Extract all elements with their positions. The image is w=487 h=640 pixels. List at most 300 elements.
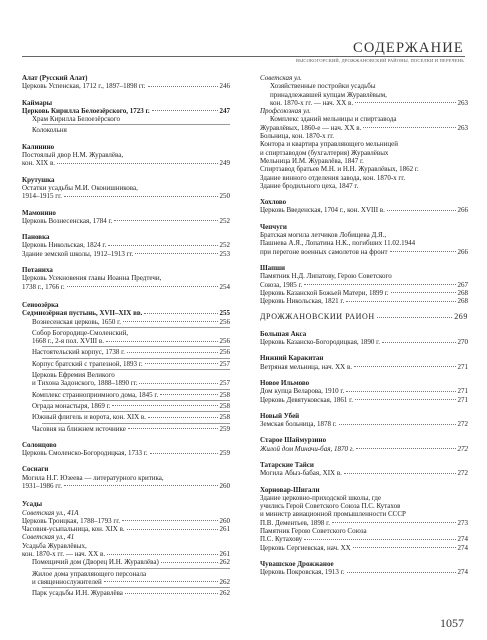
toc-entry[interactable] xyxy=(260,289,468,297)
entry-text: 1738 г., 1766 г. xyxy=(22,282,65,291)
toc-entry[interactable] xyxy=(260,140,468,148)
entry-page: 260 xyxy=(219,516,230,525)
place-heading: Старое Шаймурзино xyxy=(260,436,327,445)
toc-column-left xyxy=(22,74,230,606)
entry-text: кон. XIX в. xyxy=(22,159,56,168)
dot-leader xyxy=(114,220,217,221)
toc-entry[interactable] xyxy=(32,402,230,410)
toc-entry[interactable] xyxy=(260,469,468,477)
entry-page: 267 xyxy=(457,280,468,289)
entry-page: 274 xyxy=(457,568,468,577)
entry-text: и спиртзаводом (бухгалтерия) Журавлёвых xyxy=(260,148,389,157)
toc-entry[interactable] xyxy=(22,309,230,317)
toc-entry[interactable] xyxy=(260,206,468,214)
dot-leader xyxy=(160,394,217,395)
entry-text: Могила Н.Г. Юзеева — литературного критика, xyxy=(22,473,164,482)
toc-entry[interactable] xyxy=(32,379,230,387)
entry-text: Церковь Усекновения главы Иоанна Предтечи, xyxy=(22,274,162,283)
dot-leader xyxy=(347,572,456,573)
toc-group xyxy=(260,330,468,347)
place-heading: Усады xyxy=(22,500,43,509)
toc-entry[interactable] xyxy=(260,124,468,132)
dot-leader xyxy=(332,522,456,523)
sub-entries xyxy=(22,558,230,597)
entry-page: 256 xyxy=(219,337,230,346)
dot-leader xyxy=(139,383,217,384)
entry-text: Церковь Казанско-Богородицкая, 1890 г. xyxy=(260,338,381,347)
entry-text: Спиртзавод братьев М.Н. и Н.Н. Журавлёвых, 1862 г. xyxy=(260,165,419,174)
toc-entry[interactable] xyxy=(22,159,230,167)
place-heading: Новый Убей xyxy=(260,411,300,420)
toc-entry[interactable] xyxy=(22,525,230,533)
entry-text: Часовня-усыпальница, кон. XIX в. xyxy=(22,525,125,534)
toc-entry[interactable] xyxy=(32,115,230,123)
entry-text: Часовня на ближнем источнике xyxy=(32,424,126,433)
toc-entry[interactable] xyxy=(32,329,230,337)
dot-leader xyxy=(304,284,455,285)
entry-text: Парк усадьбы И.Н. Журавлёва xyxy=(32,589,123,598)
toc-entry[interactable] xyxy=(22,82,230,90)
toc-entry[interactable] xyxy=(260,149,468,157)
toc-entry[interactable] xyxy=(22,509,230,517)
entry-divider xyxy=(42,346,230,347)
toc-entry[interactable] xyxy=(260,568,468,576)
entry-divider xyxy=(42,327,230,328)
entry-page: 272 xyxy=(457,469,468,478)
toc-entry[interactable] xyxy=(32,570,230,578)
entry-text: Братская могила летчиков Лобищева Д.Я., xyxy=(260,231,387,240)
dot-leader xyxy=(57,163,217,164)
toc-group xyxy=(260,461,468,478)
entry-page: 252 xyxy=(219,241,230,250)
dot-leader xyxy=(104,581,218,582)
entry-text: Памятник Н.Д. Липатову, Герою Советского xyxy=(260,272,392,281)
dot-leader xyxy=(64,485,218,486)
toc-group xyxy=(260,379,468,404)
entry-page: 268 xyxy=(457,288,468,297)
entry-text: П.В. Дементьев, 1898 г. xyxy=(260,518,330,527)
entry-text: Ограда монастыря, 1869 г. xyxy=(32,401,111,410)
toc-group xyxy=(260,560,468,577)
entry-page: 263 xyxy=(457,123,468,132)
dot-leader xyxy=(148,86,218,87)
entry-text: кон. 1870-х гг. — нач. XX в. xyxy=(22,550,106,559)
entry-text: Жилой дом Миначи-бая, 1870 г. xyxy=(260,444,355,453)
toc-group xyxy=(22,209,230,226)
dot-leader xyxy=(355,102,455,103)
dot-leader xyxy=(67,286,218,287)
district-heading[interactable] xyxy=(260,313,468,321)
entry-text: Профсоюзная ул. xyxy=(260,107,311,116)
entry-page: 258 xyxy=(219,413,230,422)
toc-entry[interactable] xyxy=(22,250,230,258)
dot-leader xyxy=(127,352,218,353)
entry-page: 260 xyxy=(219,481,230,490)
toc-group xyxy=(22,143,230,168)
toc-entry[interactable] xyxy=(260,363,468,371)
toc-entry[interactable] xyxy=(32,578,230,586)
dot-leader xyxy=(353,547,456,548)
entry-page: 274 xyxy=(457,535,468,544)
toc-entry[interactable] xyxy=(260,165,468,173)
entry-text: Церковь Сергиевская, нач. XX xyxy=(260,543,351,552)
entry-page: 266 xyxy=(457,247,468,256)
entry-divider xyxy=(42,389,230,390)
entry-page: 259 xyxy=(219,424,230,433)
entry-text: Остатки усадьбы М.И. Оконишникова, xyxy=(22,183,138,192)
toc-entry[interactable] xyxy=(22,192,230,200)
dot-leader xyxy=(382,342,455,343)
toc-entry[interactable] xyxy=(260,519,468,527)
dot-leader xyxy=(128,428,218,429)
dot-leader xyxy=(152,110,218,111)
toc-entry[interactable] xyxy=(32,318,230,326)
toc-entry[interactable] xyxy=(260,510,468,518)
dot-leader xyxy=(387,210,456,211)
entry-page: 255 xyxy=(219,309,230,318)
toc-entry[interactable] xyxy=(32,391,230,399)
entry-divider xyxy=(42,369,230,370)
toc-column-right xyxy=(260,74,468,585)
toc-entry[interactable] xyxy=(22,550,230,558)
place-heading: Пановка xyxy=(22,233,50,242)
entry-text: Церковь Вознесенская, 1784 г. xyxy=(22,216,113,225)
toc-entry[interactable] xyxy=(260,281,468,289)
entry-divider xyxy=(42,568,230,569)
entry-text: и священнослужителей xyxy=(32,577,102,586)
entry-page: 256 xyxy=(219,348,230,357)
entry-page: 258 xyxy=(219,390,230,399)
entry-page: 263 xyxy=(457,98,468,107)
toc-group xyxy=(260,412,468,429)
toc-group xyxy=(22,74,230,91)
entry-text: Собор Богородице-Смоленский, xyxy=(32,328,129,337)
entry-text: Советская ул., 41А xyxy=(22,508,79,517)
toc-entry[interactable] xyxy=(260,107,468,115)
place-heading: Солонцово xyxy=(22,440,57,449)
entry-text: Церковь Девятуковская, 1861 г. xyxy=(260,395,353,404)
page-number: 1057 xyxy=(440,616,464,630)
entry-text: Корпус братский с трапезной, 1893 г. xyxy=(32,359,143,368)
entry-text: Вознесенская церковь, 1650 г. xyxy=(32,317,121,326)
page-title: СОДЕРЖАНИЕ xyxy=(353,40,464,56)
place-heading: Каймары xyxy=(22,98,53,107)
entry-text: П.С. Кутахову xyxy=(260,535,303,544)
dot-leader xyxy=(145,363,218,364)
toc-entry[interactable] xyxy=(260,387,468,395)
toc-entry[interactable] xyxy=(32,371,230,379)
entry-page: 247 xyxy=(219,106,230,115)
toc-entry[interactable] xyxy=(260,445,468,453)
entry-text: Контора и квартира управляющего мельницей xyxy=(260,140,398,149)
toc-entry[interactable] xyxy=(22,274,230,282)
entry-text: Больница, кон. 1870-х гг. xyxy=(260,132,335,141)
place-heading: Алат (Русский Алат) xyxy=(22,74,88,82)
dot-leader xyxy=(127,529,218,530)
toc-entry[interactable] xyxy=(260,74,468,82)
place-heading: Чепчуги xyxy=(260,222,287,231)
toc-group xyxy=(22,500,230,597)
toc-entry[interactable] xyxy=(32,360,230,368)
toc-entry[interactable] xyxy=(260,535,468,543)
toc-entry[interactable] xyxy=(260,231,468,239)
entry-page: 272 xyxy=(457,420,468,429)
entry-page: 274 xyxy=(457,543,468,552)
entry-divider xyxy=(42,411,230,412)
dot-leader xyxy=(354,366,455,367)
toc-group xyxy=(22,99,230,135)
entry-page: 252 xyxy=(219,216,230,225)
dot-leader xyxy=(107,554,217,555)
toc-entry[interactable] xyxy=(22,542,230,550)
toc-entry[interactable] xyxy=(260,396,468,404)
place-heading: Сеиоозёрка xyxy=(22,300,59,309)
toc-entry[interactable] xyxy=(260,157,468,165)
entry-text: Южный флигель и ворота, кон. XIX в. xyxy=(32,413,146,422)
toc-entry[interactable] xyxy=(260,313,468,321)
toc-entry[interactable] xyxy=(260,132,468,140)
toc-entry[interactable] xyxy=(22,283,230,291)
place-heading: Потаниха xyxy=(22,266,53,275)
dot-leader xyxy=(108,245,217,246)
toc-entry[interactable] xyxy=(22,107,230,115)
entry-page: 273 xyxy=(457,518,468,527)
toc-group xyxy=(260,264,468,305)
entry-divider xyxy=(42,124,230,125)
toc-group xyxy=(260,223,468,256)
entry-text: Дом купца Веларова, 1910 г. xyxy=(260,387,345,396)
entry-text: ДРОЖЖАНОВСКИЙ РАЙОН xyxy=(260,313,375,322)
page-subtitle: ВЫСОКОГОРСКИЙ, ДРОЖЖАНОВСКИЙ РАЙОНЫ, ПОСЕЛКИ И ПЕРЕЧЕНЬ xyxy=(296,58,464,63)
place-heading: Нижний Каракитан xyxy=(260,354,324,363)
toc-entry[interactable] xyxy=(22,449,230,457)
toc-entry[interactable] xyxy=(22,517,230,525)
toc-entry[interactable] xyxy=(22,533,230,541)
toc-entry[interactable] xyxy=(260,115,468,123)
entry-page: 250 xyxy=(219,192,230,201)
place-heading: Соснаги xyxy=(22,465,49,474)
toc-entry[interactable] xyxy=(260,502,468,510)
dot-leader xyxy=(135,253,217,254)
dot-leader xyxy=(356,448,455,449)
entry-text: Советская ул. xyxy=(260,74,302,82)
header-rule xyxy=(22,56,465,57)
dot-leader xyxy=(148,417,218,418)
entry-text: Хозяйственные постройки усадьбы xyxy=(270,82,376,91)
entry-text: Пашнева А.Я., Лопатина Н.К., погибших 11.02.1944 xyxy=(260,239,416,248)
entry-text: Храм Кирилла Белоезёрского xyxy=(32,115,120,124)
dot-leader xyxy=(363,127,455,128)
place-heading: Чувашское Дрожжаное xyxy=(260,559,334,568)
toc-entry[interactable] xyxy=(260,527,468,535)
toc-entry[interactable] xyxy=(32,348,230,356)
entry-page: 249 xyxy=(219,159,230,168)
toc-entry[interactable] xyxy=(32,337,230,345)
entry-page: 257 xyxy=(219,359,230,368)
dot-leader xyxy=(144,313,217,314)
place-heading: Калинино xyxy=(22,142,55,151)
entry-page: 266 xyxy=(457,206,468,215)
entry-page: 271 xyxy=(457,362,468,371)
dot-leader xyxy=(346,391,455,392)
entry-text: Церковь Успенская, 1712 г., 1897–1898 гг. xyxy=(22,82,146,91)
entry-divider xyxy=(42,587,230,588)
place-heading: Большая Акса xyxy=(260,329,307,338)
entry-page: 246 xyxy=(219,82,230,91)
entry-page: 271 xyxy=(457,395,468,404)
entry-text: 1914–1915 гг. xyxy=(22,192,62,201)
toc-group xyxy=(260,354,468,371)
toc-entry[interactable] xyxy=(32,558,230,566)
entry-page: 262 xyxy=(219,589,230,598)
entry-text: при перегоне военных самолетов на фронт xyxy=(260,247,388,256)
entry-text: Могила Абыз-бабая, XIX в. xyxy=(260,469,342,478)
toc-entry[interactable] xyxy=(32,589,230,597)
toc-group xyxy=(22,441,230,458)
entry-text: Церковь Ефремия Великого xyxy=(32,371,115,380)
entry-text: Церковь Никольская, 1824 г. xyxy=(22,241,107,250)
entry-text: 1668 г., 2-я пол. XVIII в. xyxy=(32,337,104,346)
entry-text: Здание земской школы, 1912–1913 гг. xyxy=(22,249,134,258)
entry-text: Здание бродильного цеха, 1847 г. xyxy=(260,181,359,190)
place-heading: Хохлово xyxy=(260,198,287,207)
entry-text: Церковь Троицкая, 1788–1793 гг. xyxy=(22,516,121,525)
toc-entry[interactable] xyxy=(32,413,230,421)
entry-divider xyxy=(42,423,230,424)
toc-entry[interactable] xyxy=(260,82,468,90)
toc-entry[interactable] xyxy=(260,174,468,182)
entry-text: и Тихона Задонского, 1888–1890 гг. xyxy=(32,379,138,388)
entry-page: 253 xyxy=(219,249,230,258)
place-heading: Шапши xyxy=(260,263,286,272)
entry-divider xyxy=(42,400,230,401)
dot-leader xyxy=(344,473,456,474)
place-heading: Татарские Тайси xyxy=(260,460,314,469)
toc-group xyxy=(260,486,468,552)
dot-leader xyxy=(161,562,218,563)
toc-entry[interactable] xyxy=(260,297,468,305)
entry-page: 254 xyxy=(219,282,230,291)
toc-entry[interactable] xyxy=(32,425,230,433)
toc-entry[interactable] xyxy=(22,241,230,249)
dot-leader xyxy=(112,405,217,406)
toc-group xyxy=(22,176,230,201)
toc-entry[interactable] xyxy=(22,474,230,482)
entry-page: 258 xyxy=(219,401,230,410)
entry-text: Ветряная мельница, нач. XX в. xyxy=(260,362,353,371)
toc-entry[interactable] xyxy=(260,182,468,190)
dot-leader xyxy=(123,321,218,322)
dot-leader xyxy=(391,292,456,293)
entry-text: принадлежавшей купцам Журавлёвым, xyxy=(270,90,387,99)
entry-text: Церковь Никольская, 1821 г. xyxy=(260,297,345,306)
entry-text: 1931–1986 гг. xyxy=(22,481,62,490)
place-heading: Мамонино xyxy=(22,208,56,217)
entry-page: 262 xyxy=(219,558,230,567)
entry-text: Помещичий дом (Дворец И.Н. Журавлёва) xyxy=(32,558,159,567)
sub-entries xyxy=(22,115,230,135)
toc-entry[interactable] xyxy=(22,482,230,490)
entry-page: 257 xyxy=(219,379,230,388)
entry-text: Седмиозёрная пустынь, XVII–XIX вв. xyxy=(22,309,143,318)
place-heading: Новое Ильмово xyxy=(260,378,310,387)
toc-entry[interactable] xyxy=(260,420,468,428)
entry-text: Церковь Кирилла Белоезёрского, 1723 г. xyxy=(22,106,150,115)
toc-entry[interactable] xyxy=(22,184,230,192)
toc-group xyxy=(260,74,468,190)
dot-leader xyxy=(125,593,218,594)
dot-leader xyxy=(377,317,452,318)
entry-text: Церковь Смоленско-Богородицкая, 1733 г. xyxy=(22,449,148,458)
toc-group xyxy=(22,301,230,433)
entry-page: 261 xyxy=(219,550,230,559)
toc-entry[interactable] xyxy=(260,338,468,346)
entry-page: 261 xyxy=(219,525,230,534)
toc-entry[interactable] xyxy=(260,248,468,256)
toc-group xyxy=(260,198,468,215)
entry-text: Настоятельский корпус, 1738 г. xyxy=(32,348,125,357)
toc-group xyxy=(22,233,230,258)
dot-leader xyxy=(346,301,455,302)
toc-entry[interactable] xyxy=(260,494,468,502)
entry-text: Здание церковно-приходской школы, где xyxy=(260,493,382,502)
entry-text: Усадьба Журавлёвых, xyxy=(22,541,87,550)
entry-divider xyxy=(42,358,230,359)
entry-text: Здание винного отделения завода, кон. 1870-х гг. xyxy=(260,173,406,182)
entry-page: 269 xyxy=(454,313,468,322)
entry-page: 262 xyxy=(219,577,230,586)
toc-entry[interactable] xyxy=(22,217,230,225)
place-heading: Крутушка xyxy=(22,175,55,184)
entry-text: Комплекс странноприимного дома, 1845 г. xyxy=(32,390,159,399)
entry-text: и министр авиационной промышленности СССР xyxy=(260,510,406,519)
entry-text: кон. 1870-х гг. — нач. XX в. xyxy=(270,98,354,107)
entry-text: Жилое дома управляющего персонала xyxy=(32,569,147,578)
entry-text: учились Герой Советского Союза П.С. Кутахов xyxy=(260,502,401,511)
toc-group xyxy=(22,465,230,490)
toc-group xyxy=(22,266,230,291)
toc-entry[interactable] xyxy=(32,126,230,134)
entry-text: Комплекс зданий мельницы и спиртзавода xyxy=(270,115,397,124)
toc-entry[interactable] xyxy=(260,544,468,552)
sub-entries xyxy=(22,318,230,433)
entry-text: Союза, 1985 г. xyxy=(260,280,303,289)
toc-entry[interactable] xyxy=(260,99,468,107)
entry-text: Журавлёвых, 1860-е — нач. XX в. xyxy=(260,123,362,132)
toc-group xyxy=(260,436,468,453)
toc-entry[interactable] xyxy=(260,272,468,280)
entry-text: Колокольня xyxy=(32,126,67,135)
toc-entry[interactable] xyxy=(260,239,468,247)
entry-page: 256 xyxy=(219,317,230,326)
entry-text: Земская больница, 1878 г. xyxy=(260,420,337,429)
entry-text: Советская ул., 41 xyxy=(22,533,75,542)
entry-page: 259 xyxy=(219,449,230,458)
entry-page: 268 xyxy=(457,297,468,306)
dot-leader xyxy=(355,399,456,400)
toc-entry[interactable] xyxy=(260,91,468,99)
dot-leader xyxy=(106,341,218,342)
entry-page: 272 xyxy=(457,444,468,453)
dot-leader xyxy=(390,251,456,252)
entry-page: 270 xyxy=(457,338,468,347)
toc-entry[interactable] xyxy=(22,151,230,159)
entry-text: Церковь Казанской Божьей Матери, 1899 г. xyxy=(260,288,389,297)
dot-leader xyxy=(122,520,217,521)
dot-leader xyxy=(150,453,218,454)
dot-leader xyxy=(339,424,456,425)
entry-text: Церковь Введенская, 1704 г., кон. XVIII в. xyxy=(260,206,385,215)
